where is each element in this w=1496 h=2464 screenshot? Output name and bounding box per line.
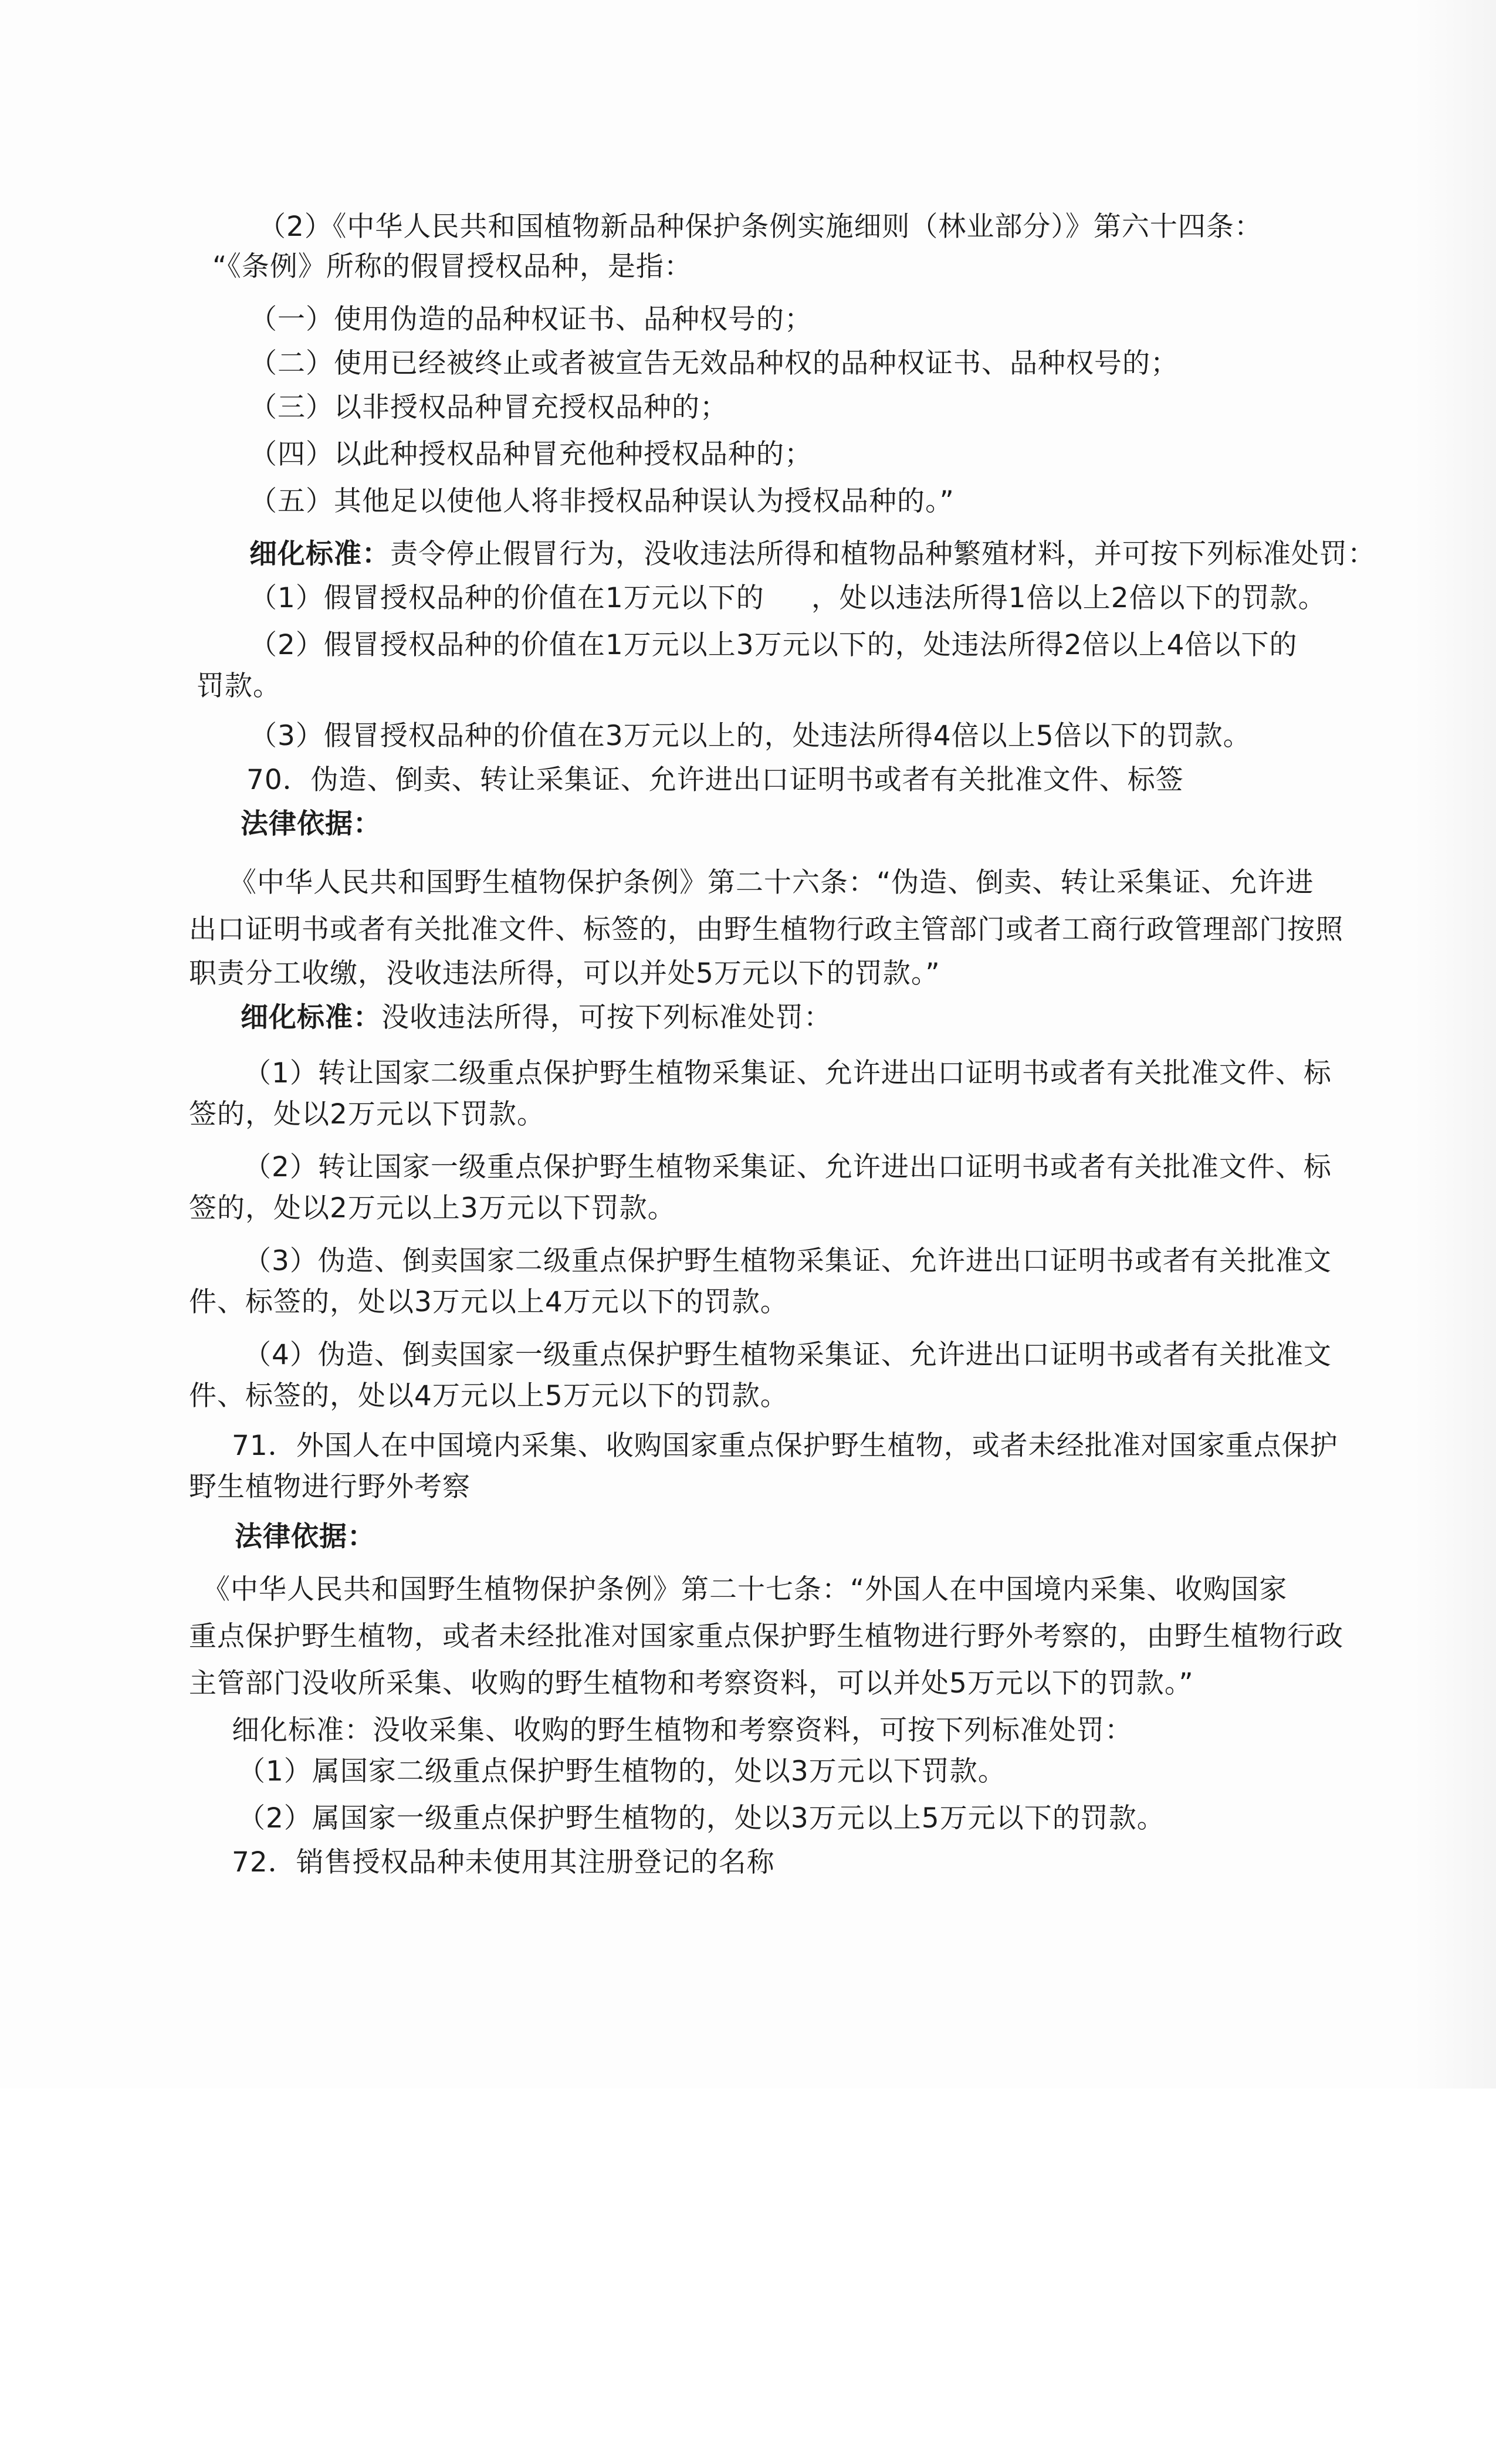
text-line: “《条例》所称的假冒授权品种，是指： (212, 251, 692, 283)
text-line: 罚款。 (197, 670, 281, 702)
text-line: 《中华人民共和国野生植物保护条例》第二十七条：“外国人在中国境内采集、收购国家 (202, 1573, 1288, 1606)
section-heading: 71．外国人在中国境内采集、收购国家重点保护野生植物，或者未经批准对国家重点保护 (232, 1430, 1338, 1462)
text-line (249, 581, 1326, 616)
text-line: （1）属国家二级重点保护野生植物的，处以3万元以下罚款。 (238, 1755, 1006, 1788)
text-line: 主管部门没收所采集、收购的野生植物和考察资料，可以并处5万元以下的罚款。” (189, 1667, 1194, 1700)
heading-label: 法律依据： (235, 1521, 375, 1553)
text-line: （2）《中华人民共和国植物新品种保护条例实施细则（林业部分）》第六十四条： (258, 211, 1263, 243)
text-line: 细化标准：没收采集、收购的野生植物和考察资料，可按下列标准处罚： (232, 1714, 1133, 1747)
scan-shadow-edge (1414, 0, 1496, 2089)
text-line: （四）以此种授权品种冒充他种授权品种的； (249, 438, 813, 471)
text-line: 重点保护野生植物，或者未经批准对国家重点保护野生植物进行野外考察的，由野生植物行政 (189, 1620, 1343, 1653)
heading-label: 细化标准： (249, 538, 390, 570)
text-line: （三）以非授权品种冒充授权品种的； (249, 391, 728, 424)
text-segment: ，处以违法所得1倍以上2倍以下的罚款。 (811, 582, 1326, 614)
text-line: （2）属国家一级重点保护野生植物的，处以3万元以上5万元以下的罚款。 (238, 1802, 1165, 1835)
text-line: （3）伪造、倒卖国家二级重点保护野生植物采集证、允许进出口证明书或者有关批准文 (243, 1245, 1332, 1277)
heading-label: 细化标准： (241, 1001, 381, 1034)
text-line: （1）转让国家二级重点保护野生植物采集证、允许进出口证明书或者有关批准文件、标 (243, 1057, 1332, 1089)
section-heading: 野生植物进行野外考察 (189, 1471, 471, 1503)
text-line: （五）其他足以使他人将非授权品种误认为授权品种的。” (249, 485, 955, 517)
text-line: 出口证明书或者有关批准文件、标签的，由野生植物行政主管部门或者工商行政管理部门按照 (189, 913, 1343, 946)
text-line (241, 1000, 832, 1035)
text-segment: 没收违法所得，可按下列标准处罚： (381, 1001, 832, 1034)
text-line: （3）假冒授权品种的价值在3万元以上的，处违法所得4倍以上5倍以下的罚款。 (249, 720, 1251, 752)
text-line: 件、标签的，处以3万元以上4万元以下的罚款。 (189, 1286, 788, 1318)
text-line: 签的，处以2万元以下罚款。 (189, 1098, 545, 1131)
text-line: 《中华人民共和国野生植物保护条例》第二十六条：“伪造、倒卖、转让采集证、允许进 (229, 867, 1314, 899)
text-segment: （1）假冒授权品种的价值在1万元以下的 (249, 582, 764, 614)
text-line: （2）假冒授权品种的价值在1万元以上3万元以下的，处违法所得2倍以上4倍以下的 (249, 629, 1298, 661)
section-heading: 70．伪造、倒卖、转让采集证、允许进出口证明书或者有关批准文件、标签 (246, 764, 1184, 796)
blank-bottom-area (0, 2089, 1496, 2464)
text-line: （4）伪造、倒卖国家一级重点保护野生植物采集证、允许进出口证明书或者有关批准文 (243, 1339, 1332, 1371)
heading-label: 法律依据： (241, 808, 381, 840)
text-line: （一）使用伪造的品种权证书、品种权号的； (249, 303, 813, 336)
text-segment: 责令停止假冒行为，没收违法所得和植物品种繁殖材料，并可按下列标准处罚： (390, 538, 1376, 570)
text-line: （2）转让国家一级重点保护野生植物采集证、允许进出口证明书或者有关批准文件、标 (243, 1151, 1332, 1183)
section-heading: 72．销售授权品种未使用其注册登记的名称 (232, 1846, 775, 1879)
text-line (249, 537, 1376, 572)
text-line: 件、标签的，处以4万元以上5万元以下的罚款。 (189, 1380, 788, 1412)
text-line: 职责分工收缴，没收违法所得，可以并处5万元以下的罚款。” (189, 957, 940, 990)
text-line: （二）使用已经被终止或者被宣告无效品种权的品种权证书、品种权号的； (249, 347, 1179, 380)
text-line: 签的，处以2万元以上3万元以下罚款。 (189, 1192, 676, 1224)
